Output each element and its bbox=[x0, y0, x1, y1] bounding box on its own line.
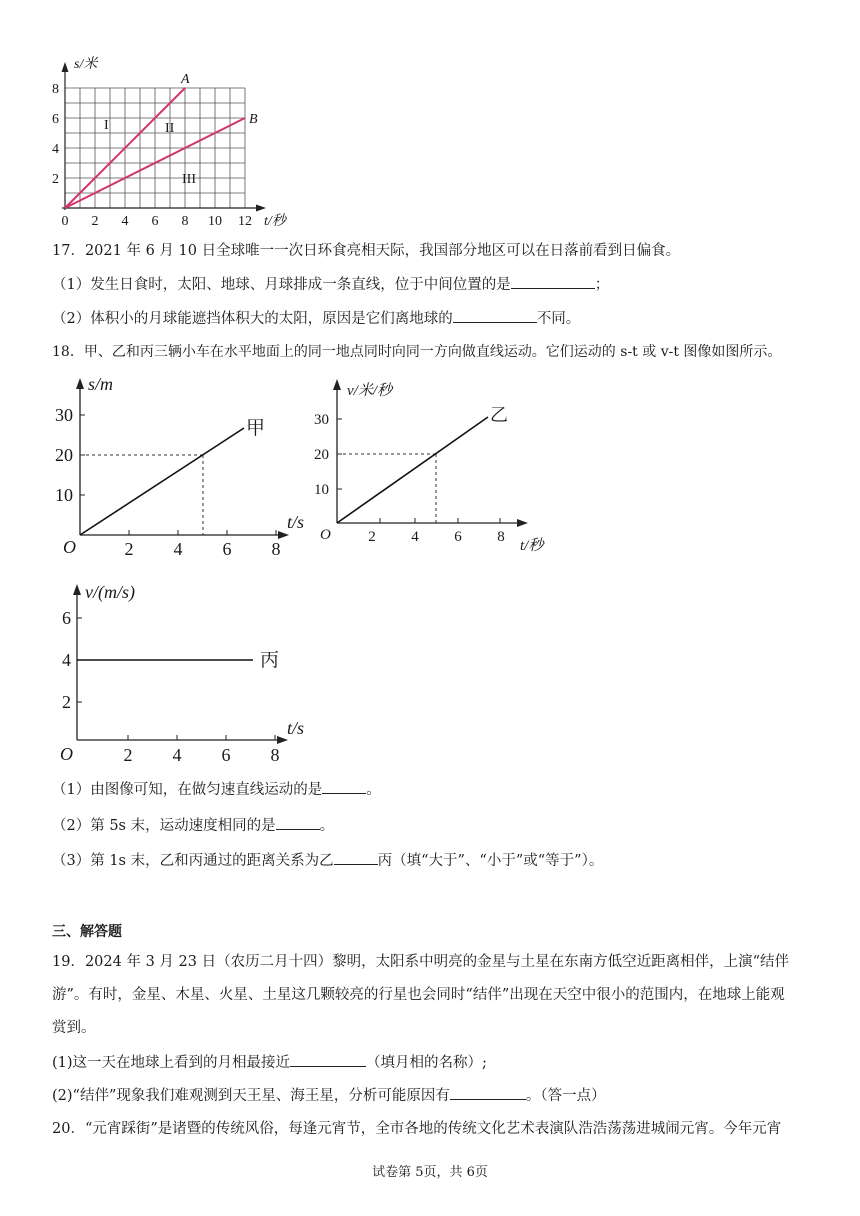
st-graph-grid bbox=[65, 88, 245, 208]
x-tick-2: 2 bbox=[123, 745, 133, 765]
line-yi bbox=[337, 417, 488, 523]
y-tick-10: 10 bbox=[55, 485, 73, 505]
x-axis-arrow bbox=[278, 531, 289, 539]
q18-part2-end: 。 bbox=[319, 818, 335, 834]
x-axis-label: t/s bbox=[287, 718, 305, 738]
q17-part2-text: （2）体积小的月球能遮挡体积大的太阳，原因是它们离地球的 bbox=[52, 311, 453, 327]
q18-part1-end: 。 bbox=[366, 782, 381, 798]
graph-yi bbox=[315, 375, 555, 555]
line-b-label: B bbox=[249, 112, 258, 127]
y-tick-6: 6 bbox=[52, 112, 59, 127]
y-tick-20: 20 bbox=[314, 447, 329, 463]
q19-part2-text: (2)“结伴”现象我们难观测到天王星、海王星，分析可能原因有 bbox=[52, 1088, 450, 1104]
q19-part2-end: 。（答一点） bbox=[525, 1088, 606, 1104]
q18-part3 bbox=[52, 850, 603, 871]
x-axis-label: t/秒 bbox=[520, 538, 544, 554]
graph-jia bbox=[55, 370, 305, 560]
y-tick-8: 8 bbox=[52, 82, 59, 97]
y-axis-label: s/米 bbox=[74, 57, 98, 72]
x-tick-4: 4 bbox=[411, 529, 419, 545]
region-i-label: I bbox=[104, 118, 109, 133]
q18-part1-blank[interactable] bbox=[322, 779, 366, 794]
q18-stem: 18．甲、乙和丙三辆小车在水平地面上的同一地点同时向同一方向做直线运动。它们运动的 s-t 或 v-t 图像如图所示。 bbox=[52, 344, 782, 360]
x-tick-4: 4 bbox=[173, 539, 183, 559]
q18-part1 bbox=[52, 779, 381, 800]
q19-part2-blank[interactable] bbox=[450, 1085, 526, 1100]
x-tick-12: 12 bbox=[238, 214, 252, 229]
y-tick-30: 30 bbox=[55, 405, 73, 425]
region-ii-label: II bbox=[165, 121, 175, 136]
graph-bing bbox=[55, 578, 315, 768]
q18-part1-text: （1）由图像可知，在做匀速直线运动的是 bbox=[52, 782, 323, 798]
y-tick-2: 2 bbox=[52, 172, 59, 187]
x-tick-8: 8 bbox=[181, 214, 189, 229]
q17-part1-blank[interactable] bbox=[511, 274, 595, 289]
y-tick-4: 4 bbox=[62, 650, 71, 670]
q18-part2-text: （2）第 5s 末，运动速度相同的是 bbox=[52, 818, 276, 834]
q20-stem: 20．“元宵踩街”是诸暨的传统风俗，每逢元宵节，全市各地的传统文化艺术表演队浩浩荡荡进城闹元宵。今年元宵 bbox=[52, 1121, 782, 1137]
q19-part1-text: (1)这一天在地球上看到的月相最接近 bbox=[52, 1055, 291, 1071]
x-tick-0: 0 bbox=[61, 214, 69, 229]
y-axis-label: v/(m/s) bbox=[85, 582, 135, 602]
y-axis-label: s/m bbox=[88, 374, 114, 394]
y-axis-arrow bbox=[62, 62, 69, 72]
q18-part2-blank[interactable] bbox=[276, 815, 320, 830]
line-jia-label: 甲 bbox=[246, 418, 266, 439]
x-axis-arrow bbox=[256, 205, 266, 212]
x-axis-label: t/秒 bbox=[264, 214, 286, 229]
q17-part1-end: ； bbox=[594, 277, 610, 293]
q18-part2 bbox=[52, 815, 334, 836]
st-graph-ab bbox=[40, 48, 310, 230]
q19-part1-blank[interactable] bbox=[290, 1052, 366, 1067]
q17-part2 bbox=[52, 308, 580, 329]
y-tick-10: 10 bbox=[314, 482, 329, 498]
q19-part2 bbox=[52, 1085, 606, 1106]
q19-stem-line2: 游”。有时，金星、木星、火星、土星这几颗较亮的行星也会同时“结伴”出现在天空中很小的范围内，在地球上能观 bbox=[52, 987, 785, 1003]
line-a-label: A bbox=[181, 72, 190, 87]
x-tick-6: 6 bbox=[454, 529, 462, 545]
y-tick-20: 20 bbox=[55, 445, 73, 465]
x-tick-2: 2 bbox=[91, 214, 99, 229]
y-axis-label: v/米/秒 bbox=[347, 383, 392, 399]
q17-stem: 17．2021 年 6 月 10 日全球唯一一次日环食亮相天际，我国部分地区可以在日落前看到日偏食。 bbox=[52, 243, 681, 259]
q17-part1-text: （1）发生日食时，太阳、地球、月球排成一条直线，位于中间位置的是 bbox=[52, 277, 511, 293]
line-yi-label: 乙 bbox=[490, 405, 508, 425]
q19-stem-line3: 赏到。 bbox=[52, 1020, 96, 1036]
q19-part1 bbox=[52, 1052, 487, 1073]
q19-part1-end: （填月相的名称）; bbox=[366, 1055, 487, 1071]
x-axis-label: t/s bbox=[287, 512, 305, 532]
x-tick-6: 6 bbox=[221, 745, 231, 765]
q19-stem-line1: 19．2024 年 3 月 23 日（农历二月十四）黎明，太阳系中明亮的金星与土星在东南方低空近距离相伴，上演“结伴 bbox=[52, 954, 789, 970]
x-tick-6: 6 bbox=[151, 214, 159, 229]
x-tick-2: 2 bbox=[368, 529, 376, 545]
q17-part2-end: 不同。 bbox=[536, 311, 581, 327]
x-tick-10: 10 bbox=[208, 214, 222, 229]
x-tick-8: 8 bbox=[271, 539, 281, 559]
q18-part3-end: 丙（填“大于”、“小于”或“等于”）。 bbox=[377, 853, 604, 869]
x-tick-6: 6 bbox=[222, 539, 232, 559]
origin-label: O bbox=[60, 744, 73, 764]
q18-part3-blank[interactable] bbox=[334, 850, 378, 865]
x-axis-arrow bbox=[517, 519, 528, 527]
y-tick-2: 2 bbox=[62, 692, 71, 712]
page-footer: 试卷第 5页，共 6页 bbox=[372, 1165, 488, 1180]
section-3-title: 三、解答题 bbox=[52, 924, 122, 940]
x-tick-4: 4 bbox=[172, 745, 182, 765]
y-tick-6: 6 bbox=[62, 608, 71, 628]
y-axis-arrow bbox=[73, 584, 81, 595]
origin-label: O bbox=[320, 527, 331, 543]
y-tick-30: 30 bbox=[314, 412, 329, 428]
region-iii-label: III bbox=[182, 172, 196, 187]
q18-part3-text: （3）第 1s 末，乙和丙通过的距离关系为乙 bbox=[52, 853, 334, 869]
x-tick-8: 8 bbox=[270, 745, 280, 765]
origin-label: O bbox=[63, 537, 76, 557]
y-tick-4: 4 bbox=[52, 142, 59, 157]
x-tick-2: 2 bbox=[124, 539, 134, 559]
y-axis-arrow bbox=[333, 379, 341, 390]
y-axis-arrow bbox=[76, 378, 84, 389]
x-tick-8: 8 bbox=[497, 529, 505, 545]
line-jia bbox=[80, 428, 244, 535]
x-tick-4: 4 bbox=[121, 214, 129, 229]
line-bing-label: 丙 bbox=[260, 650, 280, 671]
q17-part1 bbox=[52, 274, 609, 295]
q17-part2-blank[interactable] bbox=[453, 308, 537, 323]
